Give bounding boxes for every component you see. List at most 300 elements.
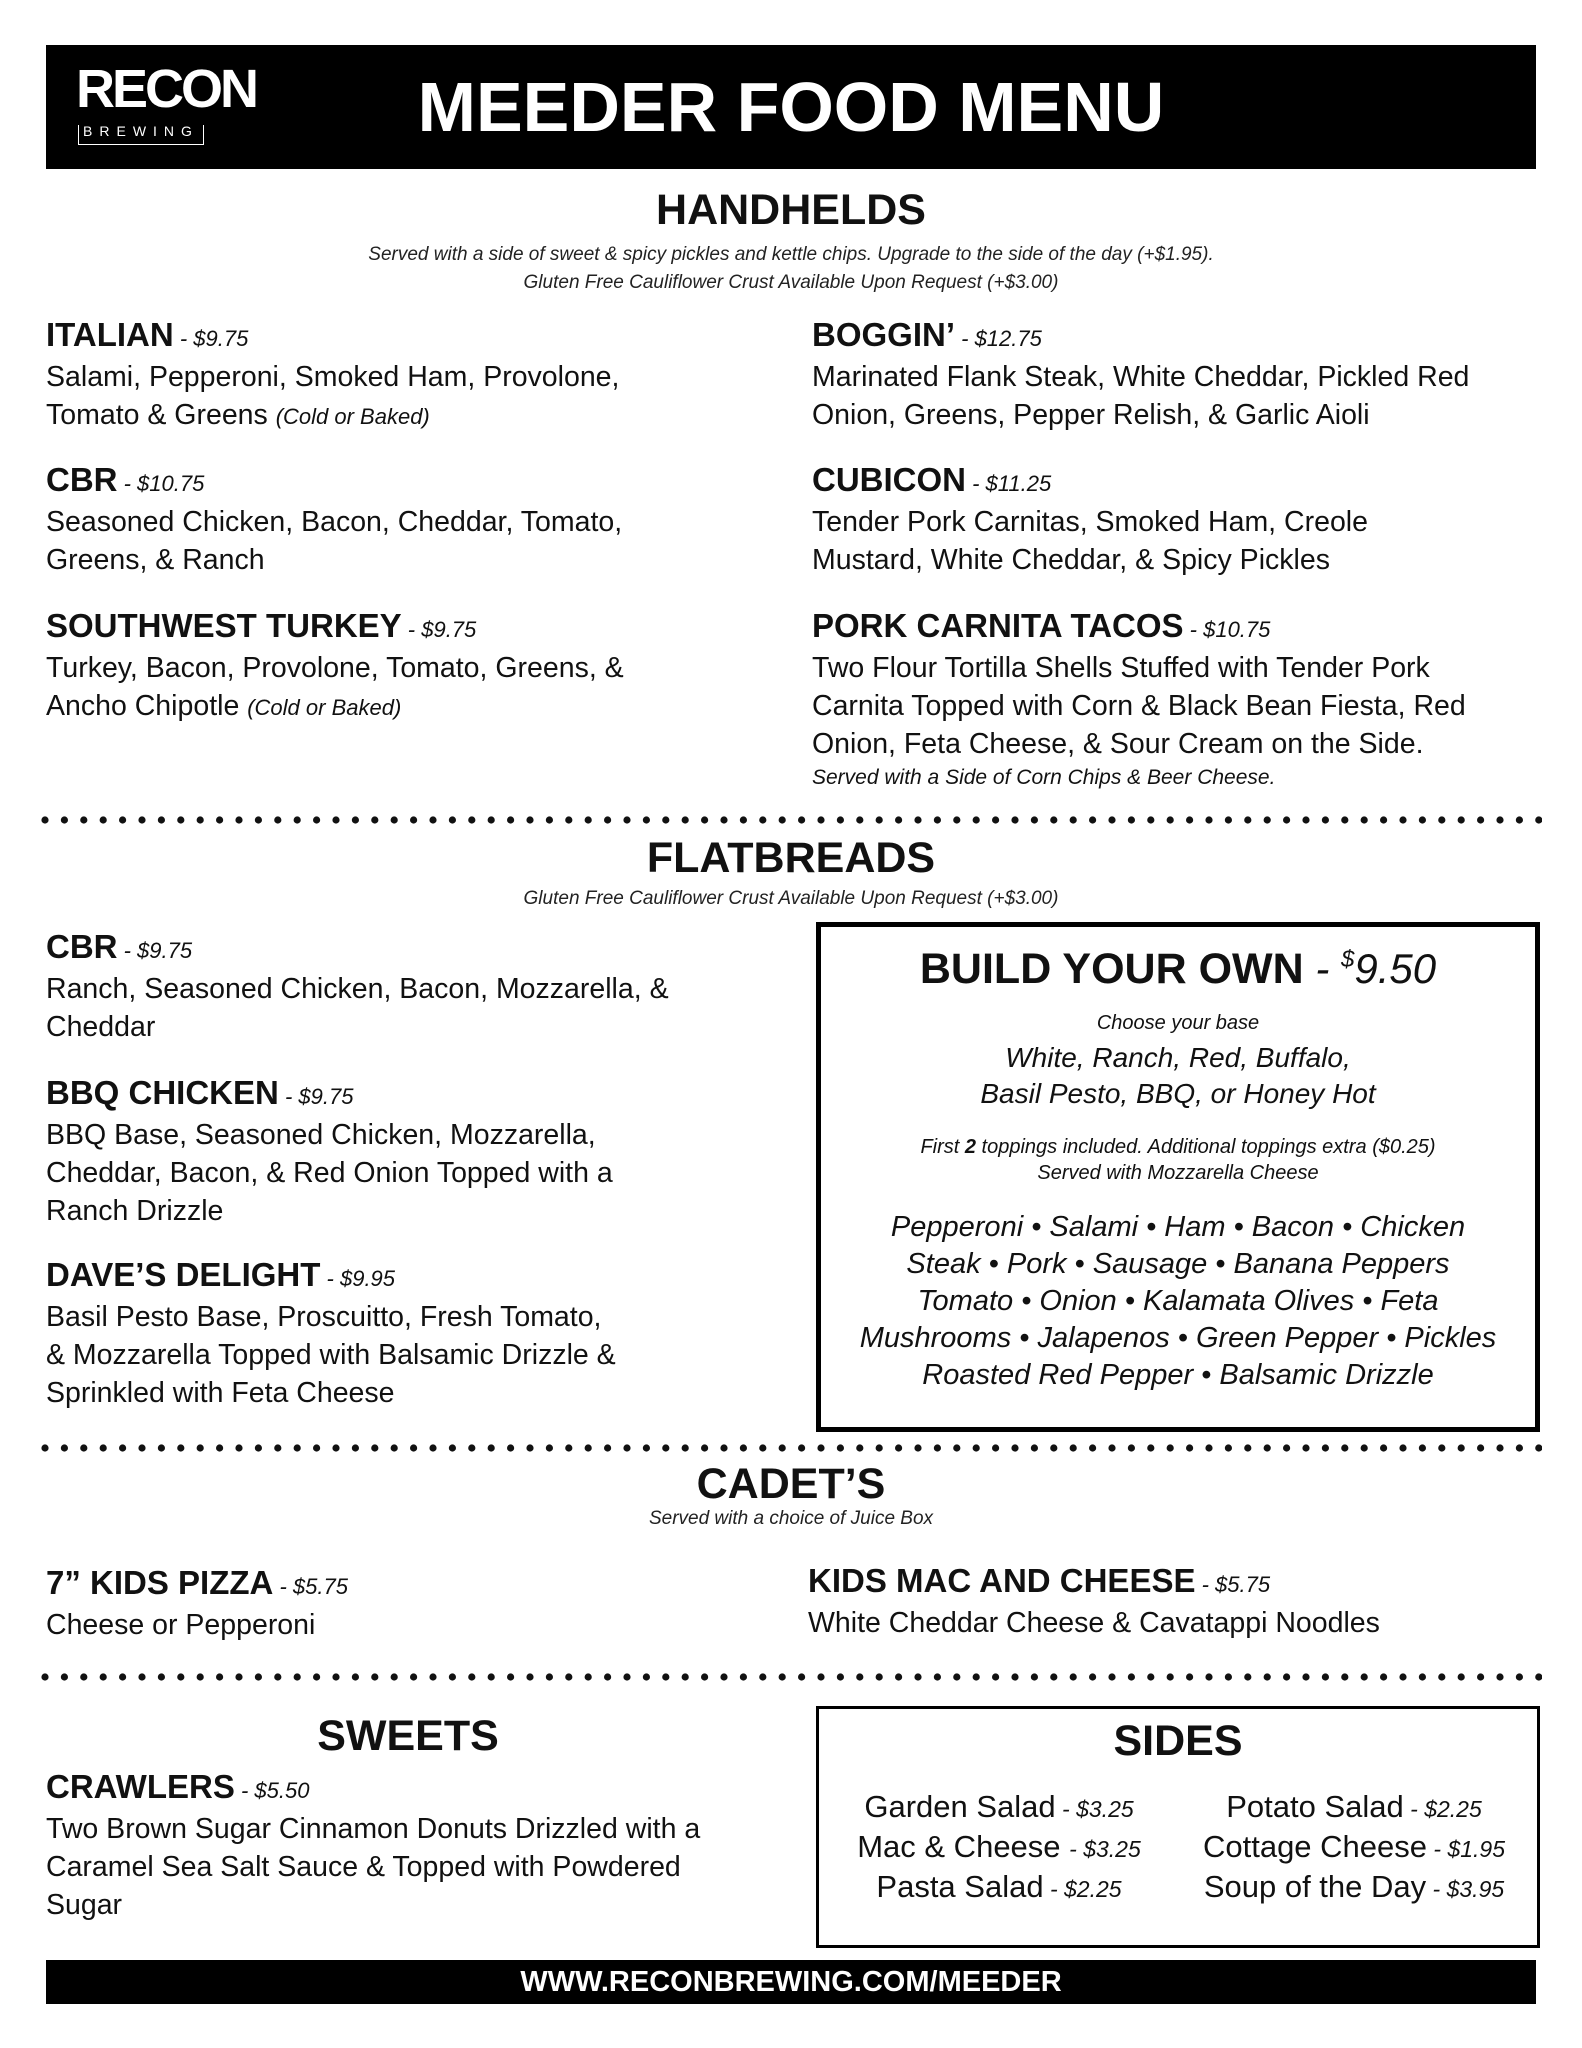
divider-dot	[488, 816, 495, 823]
divider-dot	[1496, 816, 1503, 823]
divider-dot	[429, 1444, 436, 1451]
divider-dot	[1128, 1444, 1135, 1451]
item-price: - $5.75	[1195, 1572, 1271, 1597]
divider-dot	[1283, 816, 1290, 823]
build-your-own-box	[816, 922, 1540, 1432]
item-description: Caramel Sea Salt Sauce & Topped with Powdered	[46, 1851, 681, 1883]
divider-dot	[895, 1673, 902, 1680]
divider-dot	[158, 1444, 165, 1451]
divider-dot	[391, 1673, 398, 1680]
divider-dot	[197, 1673, 204, 1680]
byo-toppings-note	[821, 1134, 1535, 1161]
divider-dot	[779, 1444, 786, 1451]
divider-dot	[449, 816, 456, 823]
divider-dot	[876, 1444, 883, 1451]
divider-dot	[216, 1444, 223, 1451]
divider-dot	[177, 1673, 184, 1680]
divider-dot	[701, 816, 708, 823]
divider-dot	[391, 1444, 398, 1451]
side-item	[829, 1867, 1169, 1909]
item-description: Sugar	[46, 1889, 123, 1921]
item-name: KIDS MAC AND CHEESE	[808, 1562, 1196, 1599]
divider-dot	[1399, 1673, 1406, 1680]
divider-dot	[1380, 1444, 1387, 1451]
item-description: Greens, & Ranch	[46, 544, 265, 576]
divider-dot	[449, 1444, 456, 1451]
divider-dot	[934, 1673, 941, 1680]
divider-dot	[1496, 1444, 1503, 1451]
divider-dot	[274, 1444, 281, 1451]
item-served-with: Served with a Side of Corn Chips & Beer Cheese.	[812, 766, 1276, 789]
divider-dot	[1477, 816, 1484, 823]
divider-dot	[1341, 1444, 1348, 1451]
divider-dot	[1205, 1673, 1212, 1680]
divider-dot	[294, 1673, 301, 1680]
divider-dot	[565, 816, 572, 823]
divider-dot	[817, 1444, 824, 1451]
byo-heading: BUILD YOUR OWN	[919, 945, 1304, 993]
menu-item-cbr	[46, 461, 786, 579]
divider-dot	[623, 1673, 630, 1680]
flatbreads-note-gluten: Gluten Free Cauliflower Crust Available Upon Request (+$3.00)	[523, 888, 1059, 909]
item-description: White Cheddar Cheese & Cavatappi Noodles	[808, 1607, 1380, 1639]
divider-dot	[817, 816, 824, 823]
byo-toppings-count: 2	[964, 1136, 976, 1158]
divider-dot	[197, 1444, 204, 1451]
divider-dot	[623, 816, 630, 823]
divider-dot	[255, 816, 262, 823]
side-item	[1179, 1787, 1529, 1829]
divider-dot	[158, 1673, 165, 1680]
side-price: - $1.95	[1427, 1836, 1506, 1862]
logo-wordmark: RECON	[76, 59, 257, 119]
item-name: CRAWLERS	[46, 1768, 235, 1805]
cadets-title: CADET’S	[696, 1460, 886, 1508]
item-price: - $10.75	[1183, 617, 1271, 642]
menu-item-pork-carnita-tacos	[812, 607, 1552, 793]
divider-dot	[1302, 1444, 1309, 1451]
side-name: Soup of the Day	[1203, 1869, 1427, 1904]
divider-dot	[1011, 816, 1018, 823]
divider-dot	[1108, 816, 1115, 823]
divider-dot	[429, 816, 436, 823]
byo-dash: -	[1303, 945, 1342, 992]
divider-dot	[1147, 1673, 1154, 1680]
divider-dot	[1070, 816, 1077, 823]
divider-dot	[100, 1673, 107, 1680]
divider-dot	[992, 1444, 999, 1451]
divider-dot	[546, 1673, 553, 1680]
divider-dot	[1438, 816, 1445, 823]
divider-dot	[138, 1673, 145, 1680]
divider-dot	[585, 816, 592, 823]
cadets-note: Served with a choice of Juice Box	[648, 1508, 934, 1529]
divider-dot	[274, 1673, 281, 1680]
divider-dot	[604, 1673, 611, 1680]
divider-dot	[623, 1444, 630, 1451]
item-name: ITALIAN	[46, 316, 174, 353]
byo-currency: $	[1341, 946, 1355, 973]
divider-dot	[294, 816, 301, 823]
divider-dot	[1011, 1673, 1018, 1680]
divider-dot	[1167, 1673, 1174, 1680]
divider-dot	[973, 1444, 980, 1451]
divider-dot	[798, 1673, 805, 1680]
divider-dot	[682, 1673, 689, 1680]
side-price: - $3.25	[1055, 1796, 1134, 1822]
divider-dot	[526, 1444, 533, 1451]
divider-dot	[1186, 816, 1193, 823]
side-price: - $3.95	[1426, 1876, 1505, 1902]
divider-dot	[585, 1444, 592, 1451]
divider-dot	[488, 1444, 495, 1451]
divider-dot	[119, 1673, 126, 1680]
divider-dot	[1264, 1444, 1271, 1451]
side-name: Potato Salad	[1226, 1789, 1404, 1824]
divider-dot	[197, 816, 204, 823]
divider-dot	[177, 816, 184, 823]
divider-dot	[759, 816, 766, 823]
divider-dot	[1477, 1444, 1484, 1451]
divider-dot	[1361, 1673, 1368, 1680]
divider-dot	[294, 1444, 301, 1451]
item-description: Onion, Greens, Pepper Relish, & Garlic Aioli	[812, 399, 1370, 431]
divider-dot	[1070, 1444, 1077, 1451]
sweets-title: SWEETS	[317, 1712, 499, 1760]
divider-dot	[352, 1673, 359, 1680]
divider-dot	[837, 816, 844, 823]
divider-dot	[973, 1673, 980, 1680]
item-description: Ranch, Seasoned Chicken, Bacon, Mozzarella, &	[46, 973, 669, 1005]
divider-dot	[526, 1673, 533, 1680]
byo-toppings-list-4: Mushrooms • Jalapenos • Green Pepper • Pickles	[859, 1322, 1497, 1354]
divider-dot	[507, 1444, 514, 1451]
divider-dot	[332, 816, 339, 823]
divider-dot	[526, 816, 533, 823]
divider-dot	[1186, 1673, 1193, 1680]
build-your-own-title	[821, 945, 1535, 994]
divider-dot	[235, 1444, 242, 1451]
menu-item-crawlers	[46, 1768, 806, 1924]
divider-dot	[80, 816, 87, 823]
byo-toppings-list-1: Pepperoni • Salami • Ham • Bacon • Chicken	[890, 1211, 1466, 1243]
divider-dot	[216, 1673, 223, 1680]
section-divider	[40, 1672, 1542, 1682]
byo-toppings-post: toppings included. Additional toppings extra ($0.25)	[976, 1136, 1436, 1158]
divider-dot	[973, 816, 980, 823]
divider-dot	[80, 1444, 87, 1451]
divider-dot	[604, 1444, 611, 1451]
divider-dot	[138, 1444, 145, 1451]
item-description: Two Brown Sugar Cinnamon Donuts Drizzled with a	[46, 1813, 701, 1845]
divider-dot	[1244, 1673, 1251, 1680]
footer-url[interactable]: WWW.RECONBREWING.COM/MEEDER	[46, 1960, 1536, 2004]
divider-dot	[1031, 1673, 1038, 1680]
divider-dot	[255, 1673, 262, 1680]
divider-dot	[235, 816, 242, 823]
item-price: - $11.25	[966, 471, 1052, 496]
divider-dot	[371, 1444, 378, 1451]
item-price: - $9.75	[278, 1084, 354, 1109]
divider-dot	[546, 816, 553, 823]
sides-title: SIDES	[1113, 1717, 1243, 1765]
divider-dot	[488, 1673, 495, 1680]
divider-dot	[1283, 1444, 1290, 1451]
divider-dot	[817, 1673, 824, 1680]
side-item	[1179, 1867, 1529, 1909]
item-price: - $9.75	[117, 938, 193, 963]
item-description: Salami, Pepperoni, Smoked Ham, Provolone,	[46, 361, 620, 393]
divider-dot	[1302, 816, 1309, 823]
divider-dot	[1050, 816, 1057, 823]
divider-dot	[701, 1444, 708, 1451]
divider-dot	[468, 1444, 475, 1451]
page-title: MEEDER FOOD MENU	[417, 68, 1165, 146]
item-name: CBR	[46, 928, 118, 965]
divider-dot	[507, 816, 514, 823]
divider-dot	[1322, 816, 1329, 823]
divider-dot	[682, 1444, 689, 1451]
divider-dot	[1458, 816, 1465, 823]
divider-dot	[934, 816, 941, 823]
divider-dot	[1264, 1673, 1271, 1680]
divider-dot	[914, 816, 921, 823]
divider-dot	[61, 1444, 68, 1451]
divider-dot	[1361, 816, 1368, 823]
divider-dot	[429, 1673, 436, 1680]
header-bar	[46, 45, 1536, 169]
divider-dot	[216, 816, 223, 823]
divider-dot	[1419, 1444, 1426, 1451]
item-tag: (Cold or Baked)	[275, 404, 430, 429]
item-description: Sprinkled with Feta Cheese	[46, 1377, 395, 1409]
divider-dot	[1322, 1444, 1329, 1451]
divider-dot	[837, 1444, 844, 1451]
byo-bases-line-1: White, Ranch, Red, Buffalo,	[1005, 1042, 1351, 1073]
divider-dot	[953, 816, 960, 823]
byo-bases-line-2: Basil Pesto, BBQ, or Honey Hot	[980, 1078, 1376, 1109]
divider-dot	[100, 816, 107, 823]
divider-dot	[643, 816, 650, 823]
divider-dot	[1147, 816, 1154, 823]
divider-dot	[1438, 1444, 1445, 1451]
side-name: Garden Salad	[864, 1789, 1056, 1824]
divider-dot	[740, 1673, 747, 1680]
menu-item-boggin	[812, 316, 1552, 434]
divider-dot	[410, 1673, 417, 1680]
divider-dot	[662, 1673, 669, 1680]
item-description: & Mozzarella Topped with Balsamic Drizzle &	[46, 1339, 616, 1371]
divider-dot	[1264, 816, 1271, 823]
item-description: Tender Pork Carnitas, Smoked Ham, Creole	[812, 506, 1368, 538]
divider-dot	[1167, 816, 1174, 823]
divider-dot	[468, 1673, 475, 1680]
divider-dot	[856, 1444, 863, 1451]
side-name: Mac & Cheese	[857, 1829, 1070, 1864]
divider-dot	[1225, 1673, 1232, 1680]
logo-subtitle: BREWING	[83, 123, 199, 139]
divider-dot	[138, 816, 145, 823]
divider-dot	[371, 816, 378, 823]
divider-dot	[80, 1673, 87, 1680]
divider-dot	[565, 1673, 572, 1680]
item-description: Basil Pesto Base, Proscuitto, Fresh Tomato,	[46, 1301, 602, 1333]
item-description: Onion, Feta Cheese, & Sour Cream on the Side.	[812, 728, 1424, 760]
divider-dot	[1322, 1673, 1329, 1680]
divider-dot	[41, 1673, 48, 1680]
divider-dot	[100, 1444, 107, 1451]
divider-dot	[1244, 1444, 1251, 1451]
divider-dot	[1458, 1673, 1465, 1680]
divider-dot	[856, 816, 863, 823]
divider-dot	[1050, 1444, 1057, 1451]
item-description: Marinated Flank Steak, White Cheddar, Pickled Red	[812, 361, 1470, 393]
menu-item-southwest-turkey	[46, 607, 786, 727]
divider-dot	[914, 1673, 921, 1680]
divider-dot	[1516, 816, 1523, 823]
divider-dot	[565, 1444, 572, 1451]
divider-dot	[1225, 816, 1232, 823]
divider-dot	[119, 816, 126, 823]
item-description: BBQ Base, Seasoned Chicken, Mozzarella,	[46, 1119, 596, 1151]
handhelds-note-gluten: Gluten Free Cauliflower Crust Available Upon Request (+$3.00)	[523, 272, 1059, 293]
item-name: DAVE’S DELIGHT	[46, 1256, 321, 1293]
item-description: Tomato & Greens	[46, 399, 276, 431]
divider-dot	[255, 1444, 262, 1451]
divider-dot	[507, 1673, 514, 1680]
divider-dot	[1535, 816, 1542, 823]
item-price: - $9.75	[401, 617, 477, 642]
item-tag: (Cold or Baked)	[247, 695, 402, 720]
divider-dot	[158, 816, 165, 823]
side-price: - $3.25	[1069, 1836, 1141, 1862]
divider-dot	[41, 1444, 48, 1451]
side-name: Cottage Cheese	[1202, 1829, 1428, 1864]
divider-dot	[235, 1673, 242, 1680]
section-divider	[40, 1443, 1542, 1453]
divider-dot	[934, 1444, 941, 1451]
divider-dot	[1341, 816, 1348, 823]
menu-item-kids-mac-and-cheese	[808, 1562, 1548, 1642]
item-description: Carnita Topped with Corn & Black Bean Fiesta, Red	[812, 690, 1466, 722]
divider-dot	[798, 816, 805, 823]
divider-dot	[604, 816, 611, 823]
byo-price: 9.50	[1354, 945, 1437, 992]
menu-item-bbq-chicken	[46, 1074, 786, 1230]
divider-dot	[759, 1444, 766, 1451]
divider-dot	[1186, 1444, 1193, 1451]
divider-dot	[177, 1444, 184, 1451]
divider-dot	[1341, 1673, 1348, 1680]
divider-dot	[720, 816, 727, 823]
divider-dot	[1399, 1444, 1406, 1451]
byo-choose-base: Choose your base	[1096, 1012, 1260, 1034]
divider-dot	[332, 1444, 339, 1451]
divider-dot	[1380, 1673, 1387, 1680]
divider-dot	[1050, 1673, 1057, 1680]
divider-dot	[1535, 1673, 1542, 1680]
divider-dot	[856, 1673, 863, 1680]
byo-toppings-list-2: Steak • Pork • Sausage • Banana Peppers	[906, 1248, 1450, 1280]
divider-dot	[41, 816, 48, 823]
sides-box	[816, 1706, 1540, 1948]
item-description: Two Flour Tortilla Shells Stuffed with Tender Pork	[812, 652, 1430, 684]
divider-dot	[779, 1673, 786, 1680]
divider-dot	[895, 816, 902, 823]
divider-dot	[953, 1673, 960, 1680]
divider-dot	[1205, 1444, 1212, 1451]
divider-dot	[61, 1673, 68, 1680]
divider-dot	[701, 1673, 708, 1680]
divider-dot	[391, 816, 398, 823]
divider-dot	[1089, 1673, 1096, 1680]
divider-dot	[876, 1673, 883, 1680]
byo-toppings-list-3: Tomato • Onion • Kalamata Olives • Feta	[917, 1285, 1439, 1317]
side-item	[1179, 1827, 1529, 1869]
item-name: CUBICON	[812, 461, 966, 498]
divider-dot	[1031, 816, 1038, 823]
divider-dot	[1147, 1444, 1154, 1451]
divider-dot	[876, 816, 883, 823]
divider-dot	[1167, 1444, 1174, 1451]
menu-item-italian	[46, 316, 786, 436]
divider-dot	[1108, 1444, 1115, 1451]
divider-dot	[643, 1673, 650, 1680]
divider-dot	[1283, 1673, 1290, 1680]
item-description: Ranch Drizzle	[46, 1195, 224, 1227]
divider-dot	[61, 816, 68, 823]
divider-dot	[410, 1444, 417, 1451]
item-name: BOGGIN’	[812, 316, 956, 353]
divider-dot	[1477, 1673, 1484, 1680]
item-price: - $5.50	[234, 1778, 310, 1803]
divider-dot	[1496, 1673, 1503, 1680]
divider-dot	[468, 816, 475, 823]
divider-dot	[1089, 1444, 1096, 1451]
divider-dot	[546, 1444, 553, 1451]
divider-dot	[274, 816, 281, 823]
divider-dot	[1128, 1673, 1135, 1680]
divider-dot	[1225, 1444, 1232, 1451]
divider-dot	[740, 1444, 747, 1451]
divider-dot	[119, 1444, 126, 1451]
divider-dot	[720, 1444, 727, 1451]
divider-dot	[1128, 816, 1135, 823]
divider-dot	[1535, 1444, 1542, 1451]
handhelds-title: HANDHELDS	[656, 186, 926, 234]
item-name: PORK CARNITA TACOS	[812, 607, 1184, 644]
item-description: Ancho Chipotle	[46, 690, 248, 722]
divider-dot	[1361, 1444, 1368, 1451]
divider-dot	[992, 816, 999, 823]
item-description: Cheddar, Bacon, & Red Onion Topped with a	[46, 1157, 613, 1189]
side-price: - $2.25	[1043, 1876, 1122, 1902]
side-item	[829, 1827, 1169, 1869]
divider-dot	[643, 1444, 650, 1451]
item-price: - $9.95	[320, 1266, 396, 1291]
menu-item-cubicon	[812, 461, 1552, 579]
divider-dot	[1302, 1673, 1309, 1680]
item-description: Turkey, Bacon, Provolone, Tomato, Greens, &	[46, 652, 624, 684]
divider-dot	[371, 1673, 378, 1680]
divider-dot	[662, 816, 669, 823]
divider-dot	[914, 1444, 921, 1451]
divider-dot	[1205, 816, 1212, 823]
divider-dot	[1516, 1673, 1523, 1680]
divider-dot	[585, 1673, 592, 1680]
divider-dot	[895, 1444, 902, 1451]
divider-dot	[1419, 1673, 1426, 1680]
